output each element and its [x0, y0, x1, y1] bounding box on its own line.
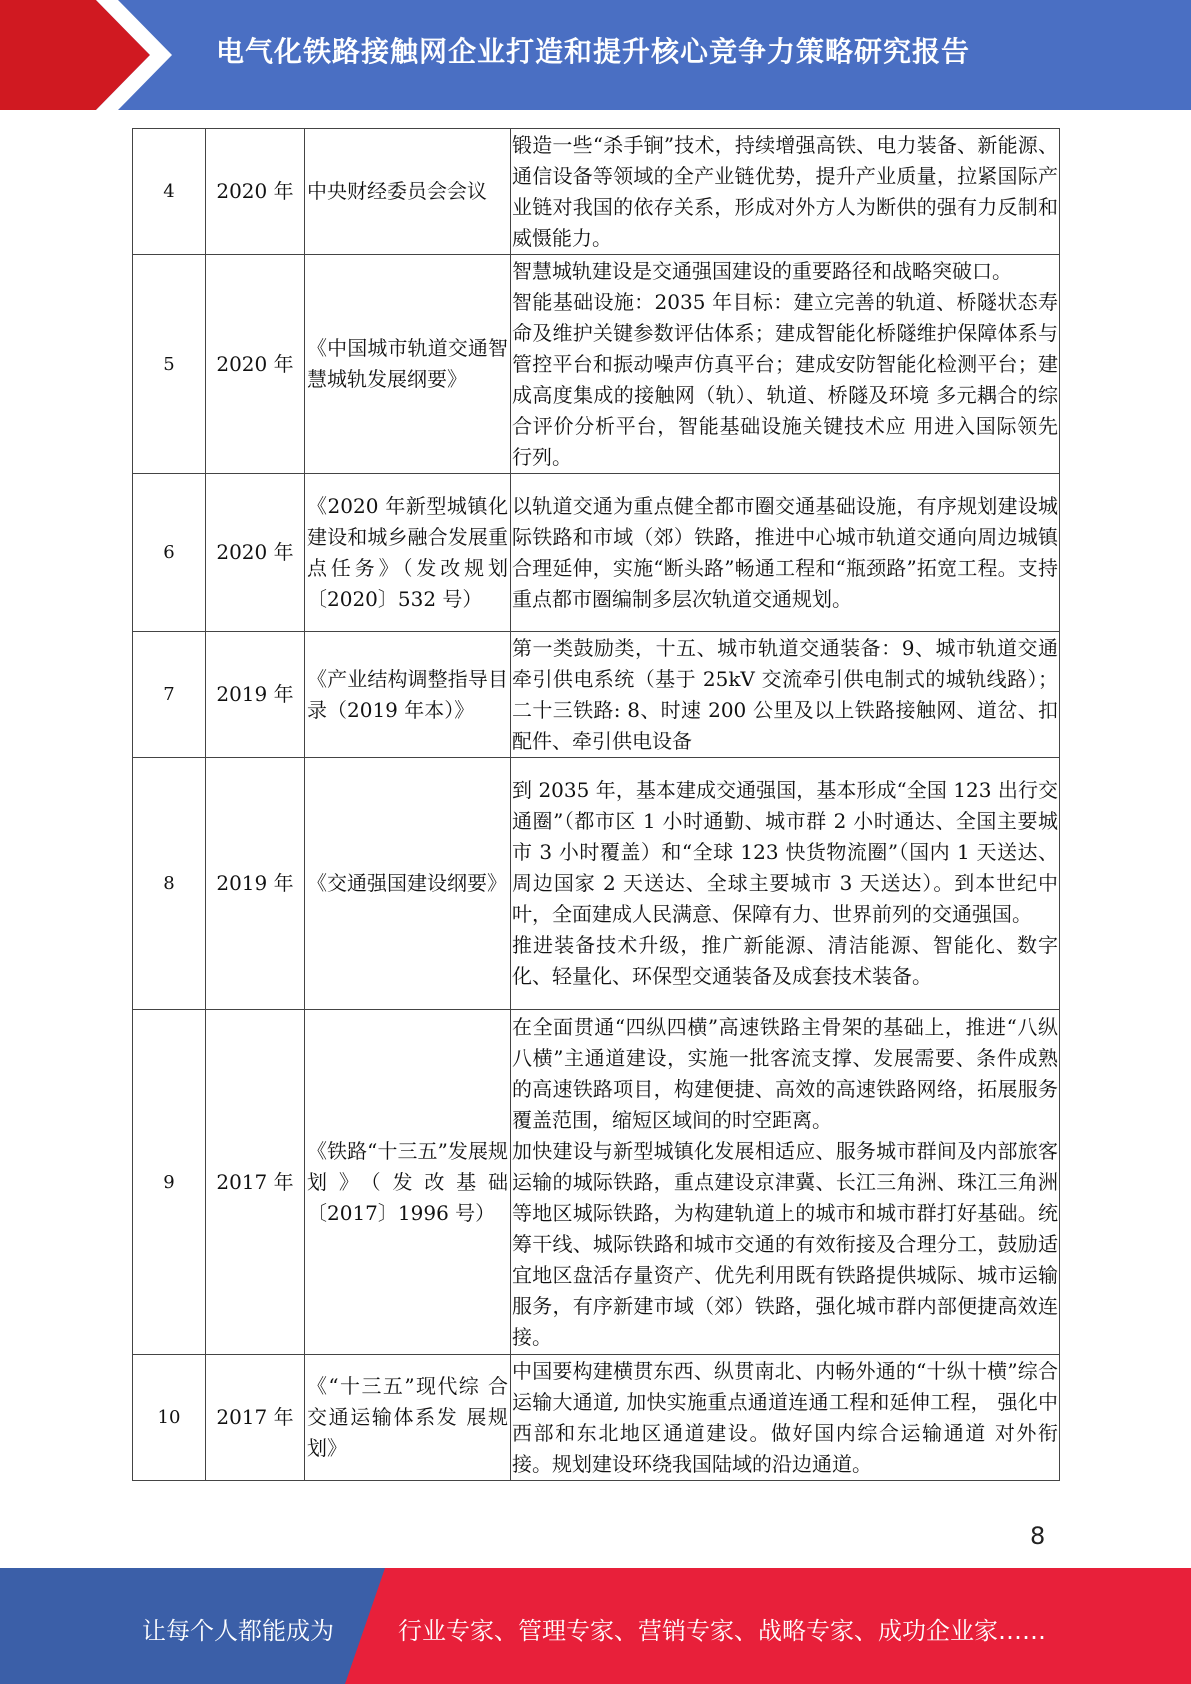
content-paragraph: 智能基础设施：2035 年目标：建立完善的轨道、桥隧状态寿命及维护关键参数评估体系；建成智能化桥隧维护保障体系与管控平台和振动噪声仿真平台；建成安防智能化检测平台；建成高度集成的接触网（轨）、轨道、桥隧及环境 多元耦合的综合评价分析平台，智能基础设施关键技术应 用进入国际领先行列。 [512, 289, 1058, 469]
row-content [511, 1010, 1060, 1355]
table-row [133, 255, 1060, 474]
footer-slogan-right: 行业专家、管理专家、营销专家、战略专家、成功企业家…… [398, 1617, 1046, 1645]
page-header [0, 0, 1191, 110]
row-number: 7 [133, 632, 206, 758]
footer-slogan-left: 让每个人都能成为 [142, 1617, 334, 1645]
table-row [133, 474, 1060, 632]
table-row [133, 129, 1060, 255]
content-paragraph: 锻造一些“杀手锏”技术，持续增强高铁、电力装备、新能源、通信设备等领域的全产业链优势，提升产业质量，拉紧国际产业链对我国的依存关系，形成对外方人为断供的强有力反制和威慑能力。 [512, 132, 1058, 250]
row-document: 《产业结构调整指导目录（2019 年本）》 [305, 632, 511, 758]
row-content [511, 129, 1060, 255]
report-title: 电气化铁路接触网企业打造和提升核心竞争力策略研究报告 [216, 35, 971, 68]
content-paragraph: 智慧城轨建设是交通强国建设的重要路径和战略突破口。 [512, 258, 1012, 283]
row-number: 8 [133, 758, 206, 1010]
row-year: 2020 年 [206, 255, 305, 474]
row-number: 4 [133, 129, 206, 255]
row-year: 2020 年 [206, 129, 305, 255]
row-year: 2020 年 [206, 474, 305, 632]
row-number: 10 [133, 1355, 206, 1481]
content-paragraph: 到 2035 年，基本建成交通强国，基本形成“全国 123 出行交通圈”（都市区 1 小时通勤、城市群 2 小时通达、全国主要城市 3 小时覆盖）和“全球 123 快货物流圈”（国内 1 天送达、周边国家 2 天送达、全球主要城市 3 天送达）。到本世纪中叶，全面建成人民满意、保障有力、世界前列的交通强国。 [512, 778, 1058, 926]
page-footer [0, 1568, 1191, 1684]
row-number: 9 [133, 1010, 206, 1355]
row-content [511, 255, 1060, 474]
content-paragraph: 推进装备技术升级，推广新能源、清洁能源、智能化、数字化、轻量化、环保型交通装备及成套技术装备。 [512, 933, 1058, 988]
content-paragraph: 中国要构建横贯东西、纵贯南北、内畅外通的“十纵十横”综合运输大通道, 加快实施重点通道连通工程和延伸工程， 强化中西部和东北地区通道建设。做好国内综合运输通道 对外衔接。规划建设环绕我国陆域的沿边通道。 [512, 1358, 1058, 1476]
content-paragraph: 加快建设与新型城镇化发展相适应、服务城市群间及内部旅客运输的城际铁路，重点建设京津冀、长江三角洲、珠江三角洲等地区城际铁路，为构建轨道上的城市和城市群打好基础。统筹干线、城际铁路和城市交通的有效衔接及合理分工，鼓励适宜地区盘活存量资产、优先利用既有铁路提供城际、城市运输服务，有序新建市域（郊）铁路，强化城市群内部便捷高效连接。 [512, 1138, 1058, 1349]
table-row [133, 1355, 1060, 1481]
content-paragraph: 在全面贯通“四纵四横”高速铁路主骨架的基础上，推进“八纵八横”主通道建设，实施一批客流支撑、发展需要、条件成熟的高速铁路项目，构建便捷、高效的高速铁路网络，拓展服务覆盖范围，缩短区域间的时空距离。 [512, 1014, 1058, 1132]
content-paragraph: 第一类鼓励类，十五、城市轨道交通装备：9、城市轨道交通牵引供电系统（基于 25kV 交流牵引供电制式的城轨线路）；二十三铁路: 8、时速 200 公里及以上铁路接触网、道岔、扣配件、牵引供电设备 [512, 635, 1058, 753]
row-content [511, 1355, 1060, 1481]
content-paragraph: 以轨道交通为重点健全都市圈交通基础设施，有序规划建设城际铁路和市域（郊）铁路，推进中心城市轨道交通向周边城镇合理延伸，实施“断头路”畅通工程和“瓶颈路”拓宽工程。支持重点都市圈编制多层次轨道交通规划。 [512, 493, 1058, 611]
row-year: 2019 年 [206, 758, 305, 1010]
table-row [133, 632, 1060, 758]
table-row [133, 1010, 1060, 1355]
row-year: 2019 年 [206, 632, 305, 758]
row-document: 《2020 年新型城镇化建设和城乡融合发展重点任务》（发改规划〔2020〕532 号） [305, 474, 511, 632]
row-year: 2017 年 [206, 1010, 305, 1355]
row-content [511, 474, 1060, 632]
policy-table [132, 128, 1060, 1481]
row-content [511, 758, 1060, 1010]
row-document: 《中国城市轨道交通智慧城轨发展纲要》 [305, 255, 511, 474]
row-number: 5 [133, 255, 206, 474]
row-year: 2017 年 [206, 1355, 305, 1481]
row-content [511, 632, 1060, 758]
policy-table-body [133, 129, 1060, 1481]
page-number: 8 [1030, 1522, 1046, 1550]
row-number: 6 [133, 474, 206, 632]
row-document: 中央财经委员会会议 [305, 129, 511, 255]
row-document: 《“十三五”现代综 合交通运输体系发 展规划》 [305, 1355, 511, 1481]
table-row [133, 758, 1060, 1010]
row-document: 《铁路“十三五”发展规划》（发改基础〔2017〕1996 号） [305, 1010, 511, 1355]
row-document: 《交通强国建设纲要》 [305, 758, 511, 1010]
